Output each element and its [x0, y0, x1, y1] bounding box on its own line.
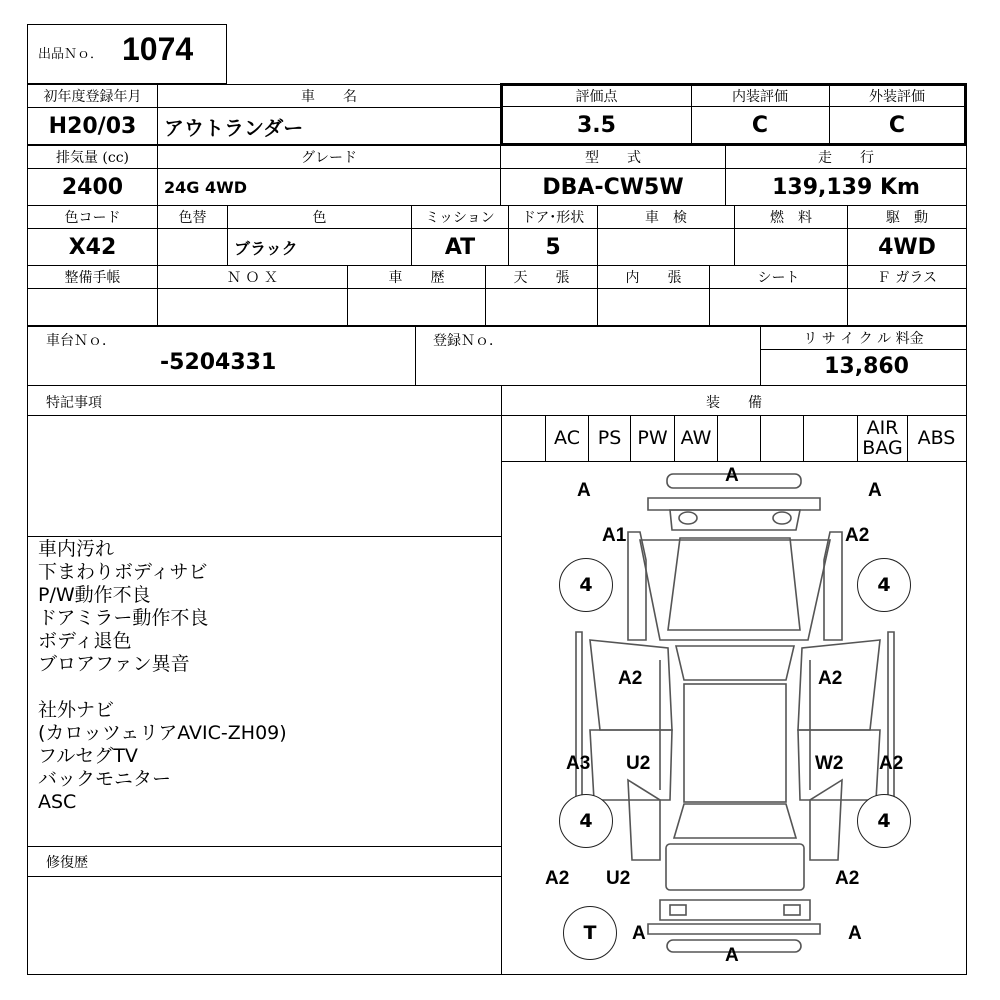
note-line: 下まわりボディサビ [38, 561, 208, 583]
tire-front-right: 4 [857, 558, 911, 612]
damage-mark: U2 [606, 868, 631, 889]
damage-mark: A [725, 945, 739, 966]
nox-header: Ｎ Ｏ Ｘ [157, 265, 348, 289]
note-line: 社外ナビ [38, 699, 115, 721]
car-diagram [502, 462, 966, 974]
tire-rear-right: 4 [857, 794, 911, 848]
repaint-header: 色替 [157, 205, 228, 229]
note-line: ドアミラー動作不良 [38, 607, 209, 629]
displacement-header: 排気量 (cc) [27, 145, 158, 169]
name-value: アウトランダー [157, 107, 501, 145]
color-code-value: X42 [27, 228, 158, 266]
notes-list [38, 538, 498, 814]
fuel-value [734, 228, 848, 266]
damage-mark: A2 [835, 868, 860, 889]
grade-score-value: 3.5 [502, 106, 692, 144]
damage-mark: A [725, 465, 739, 486]
inspection-header: 車 検 [597, 205, 735, 229]
note-line: ボディ退色 [38, 630, 132, 652]
damage-mark: U2 [626, 753, 651, 774]
tire-front-left: 4 [559, 558, 613, 612]
damage-mark: A [632, 923, 646, 944]
note-line: ブロアファン異音 [38, 653, 190, 675]
damage-mark: A [848, 923, 862, 944]
history-header: 車 歴 [347, 265, 486, 289]
equipment-airbag: AIR BAG [862, 417, 903, 459]
damage-mark: A2 [545, 868, 570, 889]
note-line: フルセグTV [38, 745, 138, 767]
chassis-header: 車台Ｎｏ． [46, 333, 116, 349]
grade-score-header: 評価点 [502, 85, 692, 107]
grade-value: 24G 4WD [157, 168, 501, 206]
note-line: バックモニター [38, 768, 172, 790]
color-code-header: 色コード [27, 205, 158, 229]
model-value: DBA-CW5W [500, 168, 726, 206]
f-glass-header: Ｆ ガラス [847, 265, 967, 289]
repaint-value [157, 228, 228, 266]
year-value: H20/03 [27, 107, 158, 145]
exterior-value: C [888, 112, 906, 138]
grade-header: グレード [157, 145, 501, 169]
doors-header: ドア･形状 [508, 205, 598, 229]
tire-rear-left: 4 [559, 794, 613, 848]
note-line: 車内汚れ [38, 538, 115, 560]
damage-mark: A1 [602, 525, 627, 546]
sunroof-value [485, 288, 598, 326]
chassis-value: -5204331 [160, 350, 277, 375]
interior-lining-value [597, 288, 710, 326]
displacement-value: 2400 [27, 168, 158, 206]
notes-header: 特記事項 [46, 395, 102, 411]
interior-lining-header: 内 張 [597, 265, 710, 289]
listing-number: 1074 [122, 31, 194, 67]
note-line: (カロッツェリアAVIC-ZH09) [38, 722, 287, 744]
equipment-aw: AW [680, 427, 712, 449]
year-header: 初年度登録年月 [27, 84, 158, 108]
repair-header: 修復歴 [46, 855, 88, 871]
nox-value [157, 288, 348, 326]
damage-mark: A3 [566, 753, 591, 774]
history-value [347, 288, 486, 326]
damage-mark: A2 [845, 525, 870, 546]
sunroof-header: 天 張 [485, 265, 598, 289]
recycle-value: 13,860 [760, 349, 967, 383]
model-header: 型 式 [500, 145, 726, 169]
mileage-header: 走 行 [725, 145, 967, 169]
damage-mark: A2 [818, 668, 843, 689]
damage-mark: A2 [618, 668, 643, 689]
note-line [38, 676, 498, 699]
drive-value: 4WD [847, 228, 967, 266]
doors-value: 5 [508, 228, 598, 266]
equipment-ps: PS [597, 427, 622, 449]
damage-mark: A2 [879, 753, 904, 774]
f-glass-value [847, 288, 967, 326]
note-line: P/W動作不良 [38, 584, 151, 606]
fuel-header: 燃 料 [734, 205, 848, 229]
listing-label: 出品Ｎｏ． [38, 47, 104, 62]
note-line: ASC [38, 791, 77, 813]
damage-mark: A [577, 480, 591, 501]
mission-value: AT [411, 228, 509, 266]
mission-header: ミッション [411, 205, 509, 229]
color-value: ブラック [227, 228, 412, 266]
damage-mark: A [868, 480, 882, 501]
maintenance-header: 整備手帳 [27, 265, 158, 289]
damage-mark: W2 [815, 753, 844, 774]
name-header: 車 名 [157, 84, 501, 108]
inspection-value [597, 228, 735, 266]
mileage-value: 139,139 Km [725, 168, 967, 206]
color-header: 色 [227, 205, 412, 229]
interior-header: 内装評価 [691, 85, 830, 107]
interior-value: C [691, 106, 830, 144]
recycle-header: リ サ イ ク ル 料金 [803, 331, 924, 347]
seat-value [709, 288, 848, 326]
equipment-abs: ABS [917, 427, 956, 449]
exterior-header: 外装評価 [829, 85, 965, 107]
equipment-pw: PW [637, 427, 668, 449]
drive-header: 駆 動 [847, 205, 967, 229]
registration-header: 登録Ｎｏ． [433, 333, 503, 349]
spare-tire: T [563, 906, 617, 960]
equipment-header: 装 備 [706, 395, 762, 411]
equipment-ac: AC [554, 427, 580, 449]
maintenance-value [27, 288, 158, 326]
listing-box [27, 24, 227, 84]
seat-header: シート [709, 265, 848, 289]
